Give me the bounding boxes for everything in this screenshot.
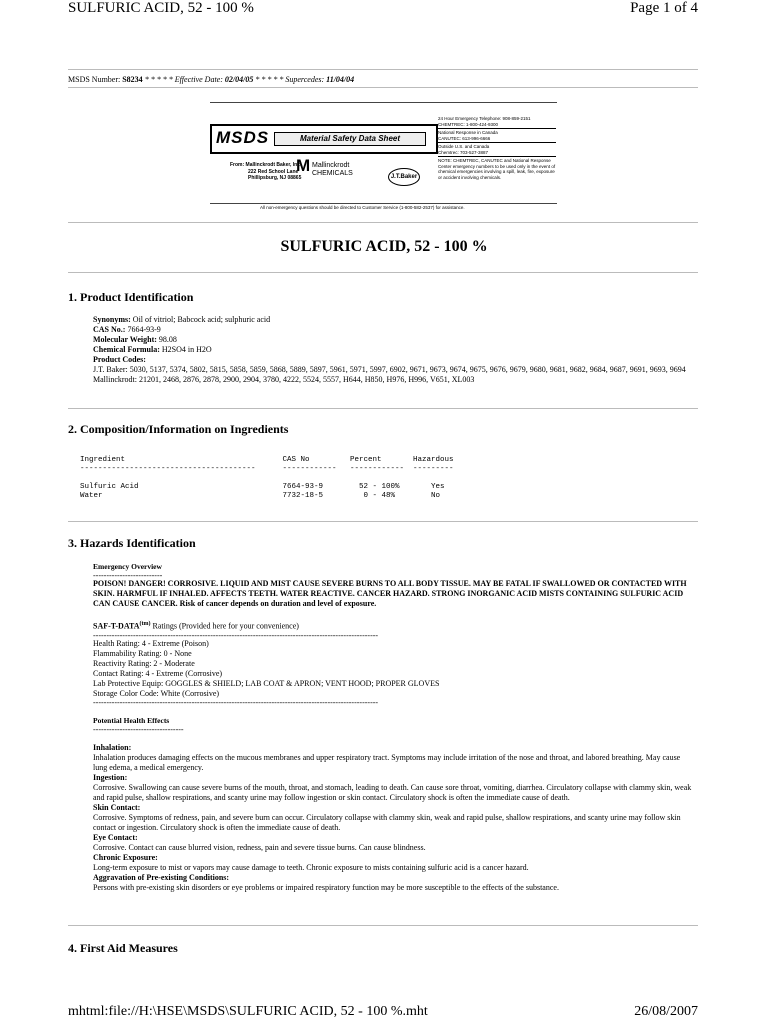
synonyms-value: Oil of vitriol; Babcock acid; sulphuric acid bbox=[130, 315, 271, 324]
mallinckrodt-name: Mallinckrodt bbox=[312, 162, 350, 169]
codes-label bbox=[93, 355, 693, 365]
stars: * * * * * bbox=[142, 75, 175, 84]
saf-t-data-line bbox=[93, 619, 693, 632]
canada-phone bbox=[438, 128, 556, 141]
effective-date: 02/04/05 bbox=[224, 75, 254, 84]
formula-line bbox=[93, 345, 693, 355]
mallinckrodt-chemicals: CHEMICALS bbox=[312, 170, 353, 177]
divider bbox=[68, 521, 698, 522]
from-address bbox=[230, 162, 301, 182]
emergency-line: National Response in Canada bbox=[438, 130, 498, 135]
rating-line: Health Rating: 4 - Extreme (Poison) bbox=[93, 638, 209, 648]
msds-logo-block bbox=[210, 102, 557, 210]
rating-line: Reactivity Rating: 2 - Moderate bbox=[93, 658, 195, 668]
msds-logo-subtitle: Material Safety Data Sheet bbox=[274, 132, 426, 146]
mallinckrodt-m-icon: M bbox=[296, 156, 311, 175]
ingestion-text: Corrosive. Swallowing can cause severe burns of the mouth, throat, and stomach, leading to death. Can cause sore throat, vomiting, diarrhea. Circulatory collapse with clammy skin, weak and rapid pulse, shallow respirations, and scanty urine may follow ingestion or skin contact. Circulatory shock is often the immediate cause of death. bbox=[93, 782, 692, 802]
dash-rule: ----------------------------------------------------------------------------------------------------------- bbox=[93, 631, 379, 639]
chronic-exposure-label: Chronic Exposure: bbox=[93, 852, 158, 862]
chronic-exposure-text: Long-term exposure to mist or vapors may cause damage to teeth. Chronic exposure to mists containing sulfuric acid is a cancer hazard. bbox=[93, 862, 529, 872]
stars: * * * * * bbox=[253, 75, 286, 84]
msds-logo-text: MSDS bbox=[216, 128, 270, 147]
rating-line: Flammability Rating: 0 - None bbox=[93, 648, 192, 658]
potential-health-label: Potential Health Effects bbox=[93, 715, 170, 725]
saf-sup: (tm) bbox=[139, 621, 151, 627]
jtbaker-logo: J.T.Baker bbox=[388, 168, 420, 186]
msds-meta-line bbox=[68, 75, 354, 84]
warning-bold: POISON! DANGER! CORROSIVE. LIQUID AND MIST CAUSE SEVERE BURNS TO ALL BODY TISSUE. MAY BE FATAL IF SWALLOWED OR CONTACTED WITH SKIN. HARMFUL IF INHALED. AFFECTS TEETH. WATER REACTIVE. CANCER HAZARD. STRONG INORGANIC ACID MISTS CONTAINING SULFURIC ACID CAN CAUSE CANCER. bbox=[93, 579, 687, 608]
codes-label-text: Product Codes: bbox=[93, 355, 146, 364]
emergency-line: Outside U.S. and Canada bbox=[438, 144, 490, 149]
address-line: 222 Red School Lane bbox=[248, 168, 299, 175]
inhalation-label: Inhalation: bbox=[93, 742, 132, 752]
eye-contact-text: Corrosive. Contact can cause blurred vision, redness, pain and severe tissue burns. Can cause blindness. bbox=[93, 842, 426, 852]
rating-line: Storage Color Code: White (Corrosive) bbox=[93, 688, 220, 698]
mallinckrodt-codes: Mallinckrodt: 21201, 2468, 2876, 2878, 2900, 2904, 3780, 4222, 5524, 5557, H644, H850, H976, H996, V651, XL003 bbox=[93, 375, 475, 384]
warning-text bbox=[93, 579, 693, 609]
inhalation-text: Inhalation produces damaging effects on the mucous membranes and upper respiratory tract. Symptoms may include irritation of the nose and throat, and labored breathing. May cause lung edema, a medical emergency. bbox=[93, 752, 681, 772]
section-1-heading: 1. Product Identification bbox=[68, 290, 194, 304]
eye-contact-label: Eye Contact: bbox=[93, 832, 138, 842]
supersedes-label: Supercedes: bbox=[285, 75, 327, 84]
skin-contact-label: Skin Contact: bbox=[93, 802, 141, 812]
cas-line bbox=[93, 325, 693, 335]
saf-rest: Ratings (Provided here for your convenience) bbox=[150, 621, 299, 631]
dash-rule: ---------------------------------- bbox=[93, 724, 184, 734]
dash-rule: -------------------------- bbox=[93, 571, 163, 580]
outside-phone bbox=[438, 142, 556, 155]
mallinckrodt-logo bbox=[296, 156, 353, 178]
footer-date: 26/08/2007 bbox=[634, 1004, 698, 1019]
mw-line bbox=[93, 335, 693, 345]
warning-tail: Risk of cancer depends on duration and level of exposure. bbox=[177, 599, 377, 608]
section-3-heading: 3. Hazards Identification bbox=[68, 536, 196, 550]
section-1-body bbox=[93, 315, 693, 385]
effective-date-label: Effective Date: bbox=[174, 75, 225, 84]
cas-label: CAS No.: bbox=[93, 325, 126, 334]
section-3-body bbox=[93, 562, 693, 893]
divider bbox=[68, 69, 698, 70]
emergency-line: CANUTEC: 613-996-6666 bbox=[438, 135, 491, 141]
page-header-title: SULFURIC ACID, 52 - 100 % bbox=[68, 0, 254, 16]
divider bbox=[68, 87, 698, 88]
mw-value: 98.08 bbox=[156, 335, 177, 344]
footer-path: mhtml:file://H:\HSE\MSDS\SULFURIC ACID, 52 - 100 %.mht bbox=[68, 1004, 428, 1019]
msds-number: S8234 bbox=[122, 75, 143, 84]
nonemergency-note: All non-emergency questions should be directed to Customer Service (1-800-582-2537) for assistance. bbox=[260, 205, 465, 210]
address-line: From: Mallinckrodt Baker, Inc. bbox=[230, 162, 302, 168]
cas-value: 7664-93-9 bbox=[125, 325, 161, 334]
mw-label: Molecular Weight: bbox=[93, 335, 157, 344]
formula-label: Chemical Formula: bbox=[93, 345, 160, 354]
emergency-overview-label: Emergency Overview bbox=[93, 562, 162, 571]
rating-line: Contact Rating: 4 - Extreme (Corrosive) bbox=[93, 668, 223, 678]
ingestion-label: Ingestion: bbox=[93, 772, 128, 782]
skin-contact-text: Corrosive. Symptoms of redness, pain, and severe burn can occur. Circulatory collapse with clammy skin, weak and rapid pulse, shallow respirations, and scanty urine may follow skin contact or ingestion. Circulatory shock is often the immediate cause of death. bbox=[93, 812, 681, 832]
synonyms-line bbox=[93, 315, 693, 325]
aggravation-text: Persons with pre-existing skin disorders or eye problems or impaired respiratory function may be more susceptible to the effects of the substance. bbox=[93, 882, 559, 892]
divider bbox=[68, 408, 698, 409]
jtbaker-codes: J.T. Baker: 5030, 5137, 5374, 5802, 5815, 5858, 5859, 5868, 5889, 5897, 5961, 5971, 5997, 6902, 9671, 9673, 9674, 9675, 9676, 9679, 9680, 9681, 9682, 9684, 9687, 9691, 9693, 9694 bbox=[93, 365, 686, 374]
page-number: Page 1 of 4 bbox=[630, 0, 698, 16]
address-line: Phillipsburg, NJ 08865 bbox=[248, 175, 302, 181]
rating-line: Lab Protective Equip: GOGGLES & SHIELD; LAB COAT & APRON; VENT HOOD; PROPER GLOVES bbox=[93, 678, 440, 688]
saf-label: SAF-T-DATA bbox=[93, 621, 140, 631]
section-2-heading: 2. Composition/Information on Ingredients bbox=[68, 422, 289, 436]
emergency-line: Chemtrec: 703-527-3887 bbox=[438, 149, 489, 155]
supersedes-date: 11/04/04 bbox=[326, 75, 355, 84]
document-title: SULFURIC ACID, 52 - 100 % bbox=[280, 238, 488, 255]
dash-rule: ----------------------------------------------------------------------------------------------------------- bbox=[93, 698, 379, 706]
formula-value: H2SO4 in H2O bbox=[159, 345, 212, 354]
section-4-heading: 4. First Aid Measures bbox=[68, 941, 178, 955]
msds-logo bbox=[210, 124, 438, 154]
emergency-phone bbox=[438, 116, 556, 127]
divider bbox=[68, 272, 698, 273]
emergency-line: 24 Hour Emergency Telephone: 908-859-2151 bbox=[438, 116, 531, 121]
divider bbox=[68, 222, 698, 223]
synonyms-label: Synonyms: bbox=[93, 315, 131, 324]
emergency-note: NOTE: CHEMTREC, CANUTEC and National Response Center emergency numbers to be used only in the event of chemical emergencies involving a spill, leak, fire, exposure or accident involving chemicals. bbox=[438, 158, 556, 180]
ingredients-table: Ingredient CAS No Percent Hazardous --------------------------------------- ------------ ------------ --------- Sulfuric Acid 7664-93-9 52 - 100% Yes Water 7732-18-5 0 - 48% No bbox=[80, 456, 454, 500]
aggravation-label: Aggravation of Pre-existing Conditions: bbox=[93, 872, 230, 882]
divider bbox=[68, 925, 698, 926]
msds-number-label: MSDS Number: bbox=[68, 75, 123, 84]
emergency-line: CHEMTREC: 1-800-424-9300 bbox=[438, 121, 499, 127]
